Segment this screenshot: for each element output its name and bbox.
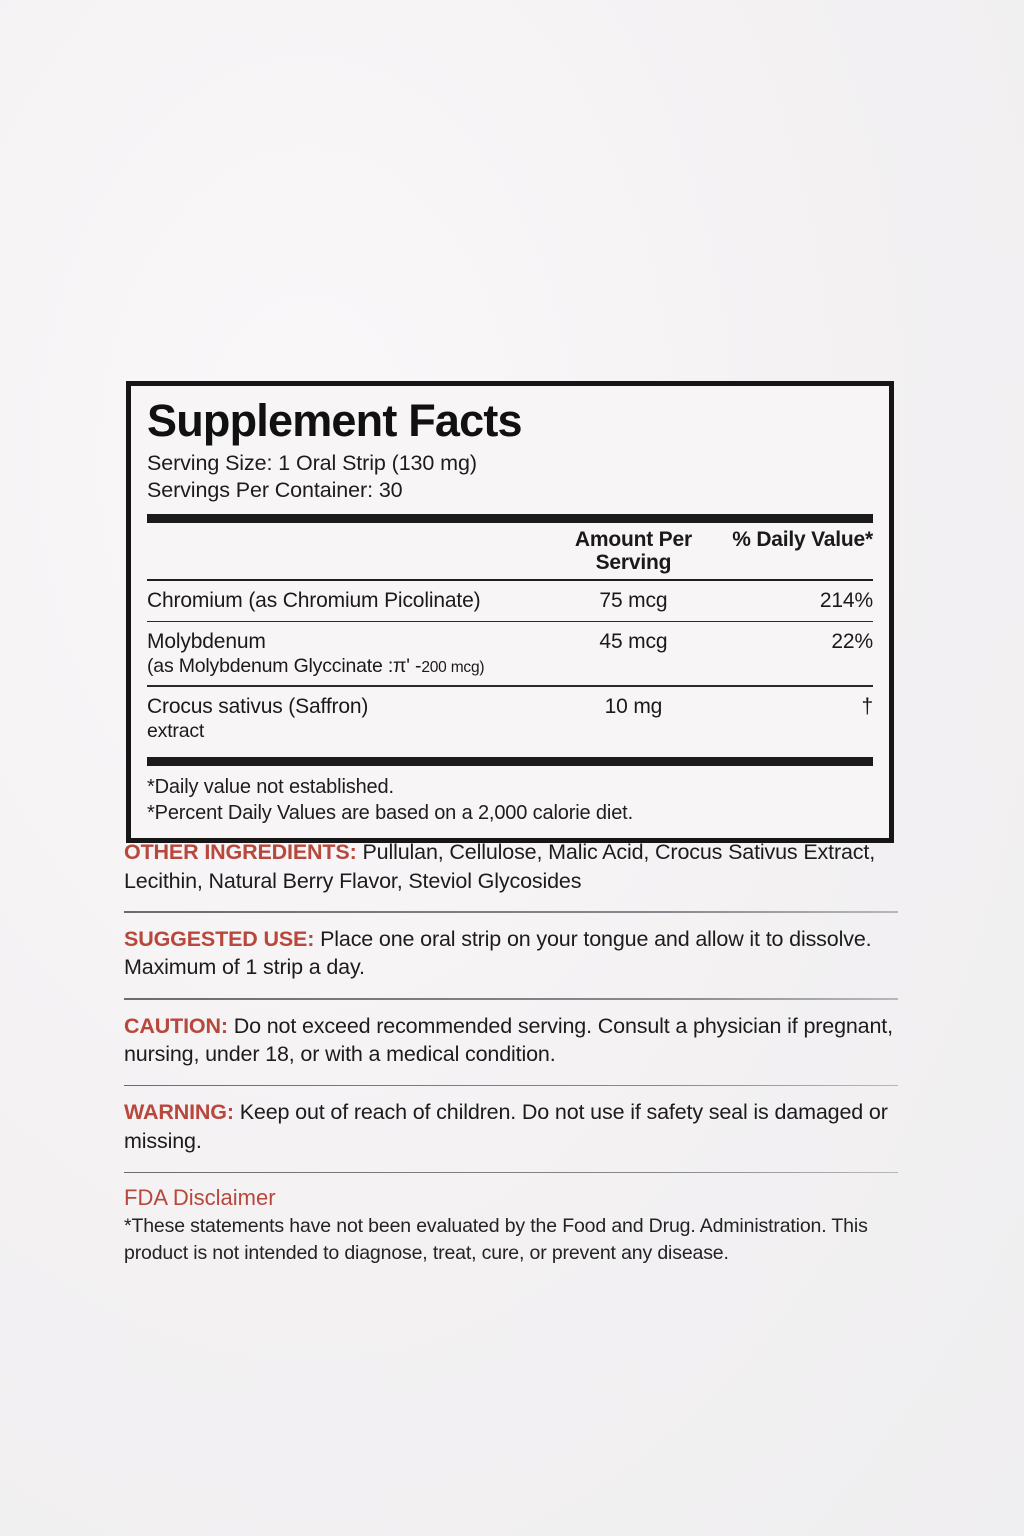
suggested-use-body: Place one oral strip on your tongue and allow it to dissolve. Maximum of 1 strip a day. (124, 926, 872, 980)
other-ingredients-lead: OTHER INGREDIENTS: (124, 840, 357, 864)
row-name-molybdenum-main: Molybdenum (147, 630, 266, 654)
row-sub-tiny-text: 200 mcg) (421, 658, 485, 676)
fda-disclaimer-heading: FDA Disclaimer (124, 1185, 276, 1211)
divider-4 (124, 1172, 898, 1174)
nutrient-rows-2 (147, 622, 873, 685)
other-ingredients-text (124, 838, 898, 895)
panel-footnote-2: *Percent Daily Values are based on a 2,000 calorie diet. (147, 802, 633, 825)
rule-thick-top (147, 514, 873, 523)
section-warning (124, 1098, 898, 1165)
table-row-saffron (147, 687, 873, 750)
divider-2 (124, 998, 898, 1000)
caution-text (124, 1012, 898, 1069)
servings-per-container-line: Servings Per Container: 30 (147, 478, 403, 503)
table-row-molybdenum (147, 622, 873, 685)
row-amount-saffron: 10 mg (604, 694, 663, 718)
supplement-facts-panel (126, 381, 894, 843)
row-dv-molybdenum: 22% (831, 630, 873, 654)
fda-disclaimer-body: *These statements have not been evaluated by the Food and Drug. Administration. This product is not intended to diagnose, treat, cure, or prevent any disease. (124, 1215, 868, 1264)
row-name-saffron-sub: extract (147, 719, 205, 742)
row-amount-molybdenum: 45 mcg (599, 630, 668, 654)
nutrient-rows (147, 581, 873, 621)
label-sections (124, 838, 898, 1276)
other-ingredients-body: Pullulan, Cellulose, Malic Acid, Crocus Sativus Extract, Lecithin, Natural Berry Flavor, Steviol Glycosides (124, 840, 876, 893)
suggested-use-lead: SUGGESTED USE: (124, 926, 315, 951)
row-sub-text: (as Molybdenum Glyccinate :π' - (147, 654, 422, 677)
divider-1 (124, 911, 898, 913)
rule-thick-bottom (147, 757, 873, 766)
row-dv-saffron: † (861, 694, 873, 718)
header-cell-amount (546, 523, 720, 579)
warning-body: Keep out of reach of children. Do not use if safety seal is damaged or missing. (124, 1100, 888, 1153)
row-amount-chromium: 75 mcg (599, 588, 668, 612)
row-dv-chromium: 214% (819, 588, 873, 612)
supplement-facts-title: Supplement Facts (147, 395, 522, 446)
panel-footnote-1: *Daily value not established. (147, 776, 394, 799)
suggested-use-text (124, 925, 898, 982)
row-name-molybdenum-sub (147, 655, 540, 679)
serving-size-line: Serving Size: 1 Oral Strip (130 mg) (147, 450, 477, 475)
table-row-chromium (147, 581, 873, 621)
header-cell-daily-value: % Daily Value* (732, 527, 873, 551)
caution-body: Do not exceed recommended serving. Consult a physician if pregnant, nursing, under 18, or with a medical condition. (124, 1013, 893, 1067)
warning-lead: WARNING: (124, 1100, 234, 1125)
divider-3 (124, 1085, 898, 1087)
row-name-molybdenum (147, 622, 546, 685)
row-name-saffron-main: Crocus sativus (Saffron) (147, 694, 369, 718)
header-amount-line2: Serving (595, 551, 672, 575)
row-name-saffron (147, 687, 546, 750)
section-suggested-use (124, 925, 898, 992)
section-other-ingredients (124, 838, 898, 905)
caution-lead: CAUTION: (124, 1013, 228, 1038)
table-header-row (147, 523, 873, 579)
header-amount-line1: Amount Per (574, 527, 692, 551)
section-fda-disclaimer (124, 1185, 898, 1276)
header-cell-nutrient (147, 523, 546, 579)
warning-text (124, 1098, 898, 1155)
section-caution (124, 1012, 898, 1079)
nutrient-rows-3 (147, 687, 873, 750)
row-name-chromium: Chromium (as Chromium Picolinate) (147, 588, 481, 612)
nutrient-table (147, 523, 873, 579)
